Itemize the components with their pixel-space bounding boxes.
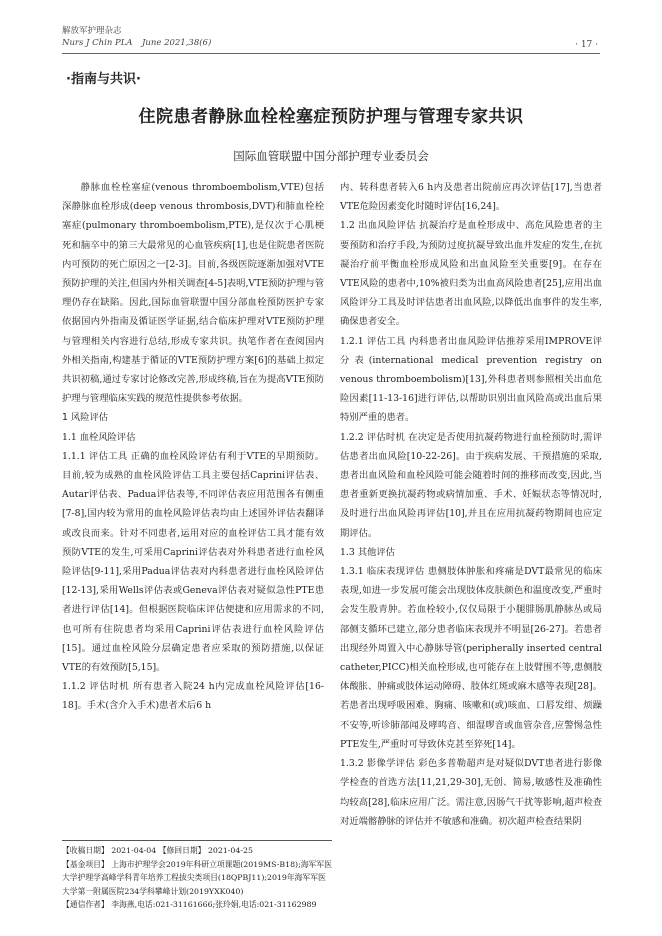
body-paragraph: 1.3.1 临床表现评估 患侧肢体肿胀和疼痛是DVT最常见的临床表现,如进一步发展可能会出现肢体皮肤颜色和温度改变,严重时会发生股青肿。若血栓较小,仅仅局限于小腿腓肠肌静脉丛或局部侧支循环已建立,部分患者临床表现并不明显[26-27]。若患者出现经外周置入中心静脉导管(peripherally inserted central catheter,PICC)相关血栓形成,也可能存在上肢臂围不等,患侧肢体酸胀、肿痛或肢体运动障碍、肢体红斑或麻木感等表现[28]。若患者出现呼吸困难、胸痛、咳嗽和(或)咳血、口唇发绀、烦躁不安等,听诊肺部闻及哮鸣音、细湿啰音或血管杂音,应警惕急性PTE发生,严重时可导致休克甚至猝死[14]。 xyxy=(340,566,602,750)
body-paragraph: 1.3.2 影像学评估 彩色多普勒超声是对疑似DVT患者进行影像学检查的首选方法[11,21,29-30],无创、简易,敏感性及准确性均较高[28],临床应用广泛。需注意,因肠气干扰等影响,超声检查对近端髂静脉的评估并不敏感和准确。初次超声检查结果阴 xyxy=(340,758,602,827)
body-paragraph: 内、转科患者转入6 h内及患者出院前应再次评估[17],当患者VTE危险因素变化时随时评估[16,24]。 xyxy=(340,182,602,213)
subsection-heading: 1.1 血栓风险评估 xyxy=(62,431,136,443)
article-authors: 国际血管联盟中国分部护理专业委员会 xyxy=(233,149,429,163)
corresponding-author: 【通信作者】 李海燕,电话:021-31161666;张玲娟,电话:021-31162989 xyxy=(62,900,317,909)
body-paragraph: 1.2.1 评估工具 内科患者出血风险评估推荐采用IMPROVE评分表(international medical prevention registry on venous thromboembolism)[13],外科患者则参照相关出血危险因素[11-13-16]进行评估,以帮助识别出血风险高或出血后果特别严重的患者。 xyxy=(340,335,602,424)
received-dates: 【收稿日期】 2021-04-04 【修回日期】 2021-04-25 xyxy=(62,846,253,855)
body-paragraph: 1.1.2 评估时机 所有患者入院24 h内完成血栓风险评估[16-18]。手术(含介入手术)患者术后6 h xyxy=(62,681,324,712)
body-paragraph: 1.2 出血风险评估 抗凝治疗是血栓形成中、高危风险患者的主要预防和治疗手段,为预防过度抗凝导致出血并发症的发生,在抗凝治疗前平衡血栓形成风险和出血风险至关重要[9]。在存在VTE风险的患者中,10%被归类为出血高风险患者[25],应用出血风险评分工具及时评估患者出血风险,以降低出血事件的发生率,确保患者安全。 xyxy=(340,220,602,328)
issue-date: June 2021,38(6) xyxy=(142,38,212,48)
body-paragraph: 1.1.1 评估工具 正确的血栓风险评估有利于VTE的早期预防。目前,较为成熟的血栓风险评估工具主要包括Caprini评估表、Autar评估表、Padua评估表等,不同评估表应用范围各有侧重[7-8],国内较为常用的血栓风险评估表均由上述国外评估表翻译或改良而来。针对不同患者,运用对应的血栓评估工具才能有效预防VTE的发生,可采用Caprini评估表对外科患者进行血栓风险评估[9-11],采用Padua评估表对内科患者进行血栓风险评估[12-13],采用Wells评估表或Geneva评估表对疑似急性PTE患者进行评估[14]。但根据医院临床评估便捷和应用需求的不同,也可所有住院患者均采用Caprini评估表进行血栓风险评估[15]。通过血栓风险分层确定患者应采取的预防措施,以保证VTE的有效预防[5,15]。 xyxy=(62,450,324,674)
left-column xyxy=(62,178,324,716)
section-heading: 1 风险评估 xyxy=(62,412,109,424)
article-title: 住院患者静脉血栓栓塞症预防护理与管理专家共识 xyxy=(138,107,524,127)
header-rule xyxy=(62,53,600,54)
fund-info: 【基金项目】 上海市护理学会2019年科研立项课题(2019MS-B18);海军军医大学护理学高峰学科青年培养工程拔尖类项目(18QPBJ11);2019年海军军医大学第一附属医院234学科攀峰计划(2019YXK040) xyxy=(62,859,332,896)
right-column xyxy=(340,178,602,831)
page-number: · 17 · xyxy=(575,40,598,50)
body-paragraph: 1.2.2 评估时机 在决定是否使用抗凝药物进行血栓预防时,需评估患者出血风险[10-22-26]。由于疾病发展、干预措施的采取,患者出血风险和血栓风险可能会随着时间的推移而改变,因此,当患者重新更换抗凝药物或病情加重、手术、妊娠状态等情况时,及时进行出血风险再评估[10],并且在应用抗凝药物期间也应定期评估。 xyxy=(340,431,602,539)
journal-name: 解放军护理杂志 xyxy=(62,26,122,36)
column-tag: ·指南与共识· xyxy=(66,72,141,87)
footnote-box xyxy=(62,840,332,912)
journal-abbreviation: Nurs J Chin PLA xyxy=(62,38,133,48)
intro-paragraph: 静脉血栓栓塞症(venous thromboembolism,VTE)包括深静脉血栓形成(deep venous thrombosis,DVT)和肺血栓栓塞症(pulmonary thromboembolism,PTE),是仅次于心肌梗死和脑卒中的第三大最常见的心血管疾病[1],也是住院患者医院内可预防的死亡原因之一[2-3]。目前,各级医院逐渐加强对VTE预防护理的关注,但国内外相关调查[4-5]表明,VTE预防护理与管理仍存在缺陷。因此,国际血管联盟中国分部血栓预防医护专家依据国内外指南及循证医学证据,结合临床护理对VTE预防护理与管理相关内容进行总结,形成专家共识。执笔作者在查阅国内外相关指南,构建基于循证的VTE预防护理方案[6]的基础上拟定共识初稿,通过专家讨论修改完善,形成终稿,旨在为提高VTE预防护理与管理临床实践的规范性提供参考依据。 xyxy=(62,182,324,405)
subsection-heading: 1.3 其他评估 xyxy=(340,546,395,558)
